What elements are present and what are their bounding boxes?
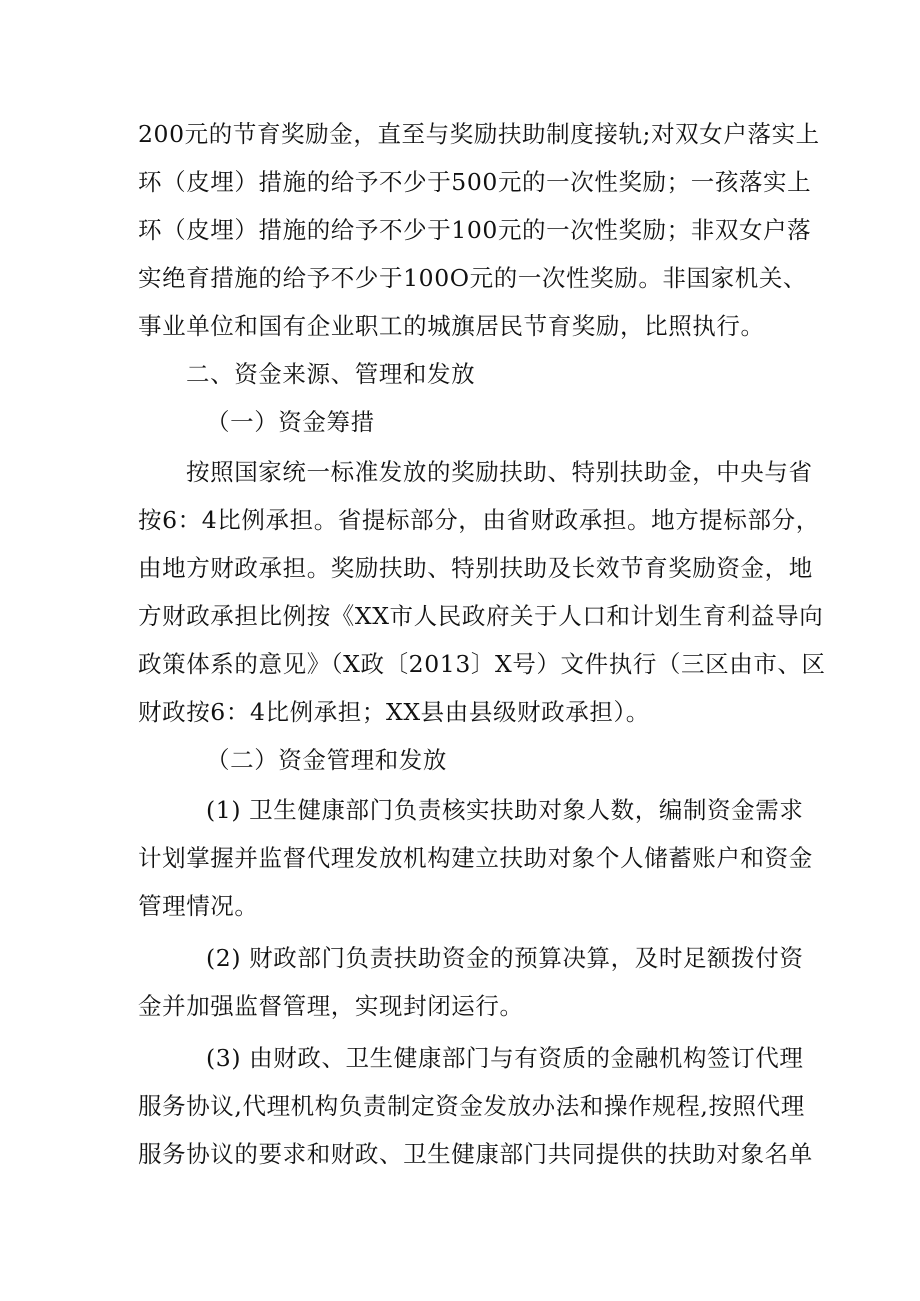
paragraph-line-12: 政策体系的意见》（X政〔2013〕X号）文件执行（三区由市、区 [138, 650, 826, 678]
subsection-heading-2: （二）资金管理和发放 [206, 746, 447, 774]
subsection-heading-1: （一）资金筹措 [206, 408, 375, 436]
paragraph-line-2: 环（皮埋）措施的给予不少于500元的一次性奖励；一孩落实上 [138, 168, 812, 196]
item-1-line-2: 计划掌握并监督代理发放机构建立扶助对象个人储蓄账户和资金 [138, 844, 813, 872]
item-3-line-3: 服务协议的要求和财政、卫生健康部门共同提供的扶助对象名单 [138, 1140, 813, 1168]
paragraph-line-5: 事业单位和国有企业职工的城旗居民节育奖励，比照执行。 [138, 312, 765, 340]
item-1-line-1: (1) 卫生健康部门负责核实扶助对象人数，编制资金需求 [206, 796, 804, 824]
item-3-line-2: 服务协议,代理机构负责制定资金发放办法和操作规程,按照代理 [138, 1092, 805, 1120]
paragraph-line-10: 由地方财政承担。奖励扶助、特别扶助及长效节育奖励资金，地 [138, 554, 813, 582]
paragraph-line-9: 按6：4比例承担。省提标部分，由省财政承担。地方提标部分， [138, 506, 820, 534]
paragraph-line-1: 200元的节育奖励金，直至与奖励扶助制度接轨;对双女户落实上 [138, 120, 820, 148]
paragraph-line-11: 方财政承担比例按《XX市人民政府关于人口和计划生育利益导向 [138, 602, 824, 630]
paragraph-line-8: 按照国家统一标准发放的奖励扶助、特别扶助金，中央与省 [186, 458, 813, 486]
item-1-line-3: 管理情况。 [138, 892, 259, 920]
paragraph-line-3: 环（皮埋）措施的给予不少于100元的一次性奖励；非双女户落 [138, 216, 812, 244]
item-2-line-2: 金并加强监督管理，实现封闭运行。 [138, 992, 524, 1020]
paragraph-line-13: 财政按6：4比例承担；XX县由县级财政承担）。 [138, 698, 650, 726]
item-2-line-1: (2) 财政部门负责扶助资金的预算决算，及时足额拨付资 [206, 944, 804, 972]
section-heading-2: 二、资金来源、管理和发放 [186, 360, 476, 388]
item-3-line-1: (3) 由财政、卫生健康部门与有资质的金融机构签订代理 [206, 1044, 804, 1072]
paragraph-line-4: 实绝育措施的给予不少于100O元的一次性奖励。非国家机关、 [138, 264, 808, 292]
